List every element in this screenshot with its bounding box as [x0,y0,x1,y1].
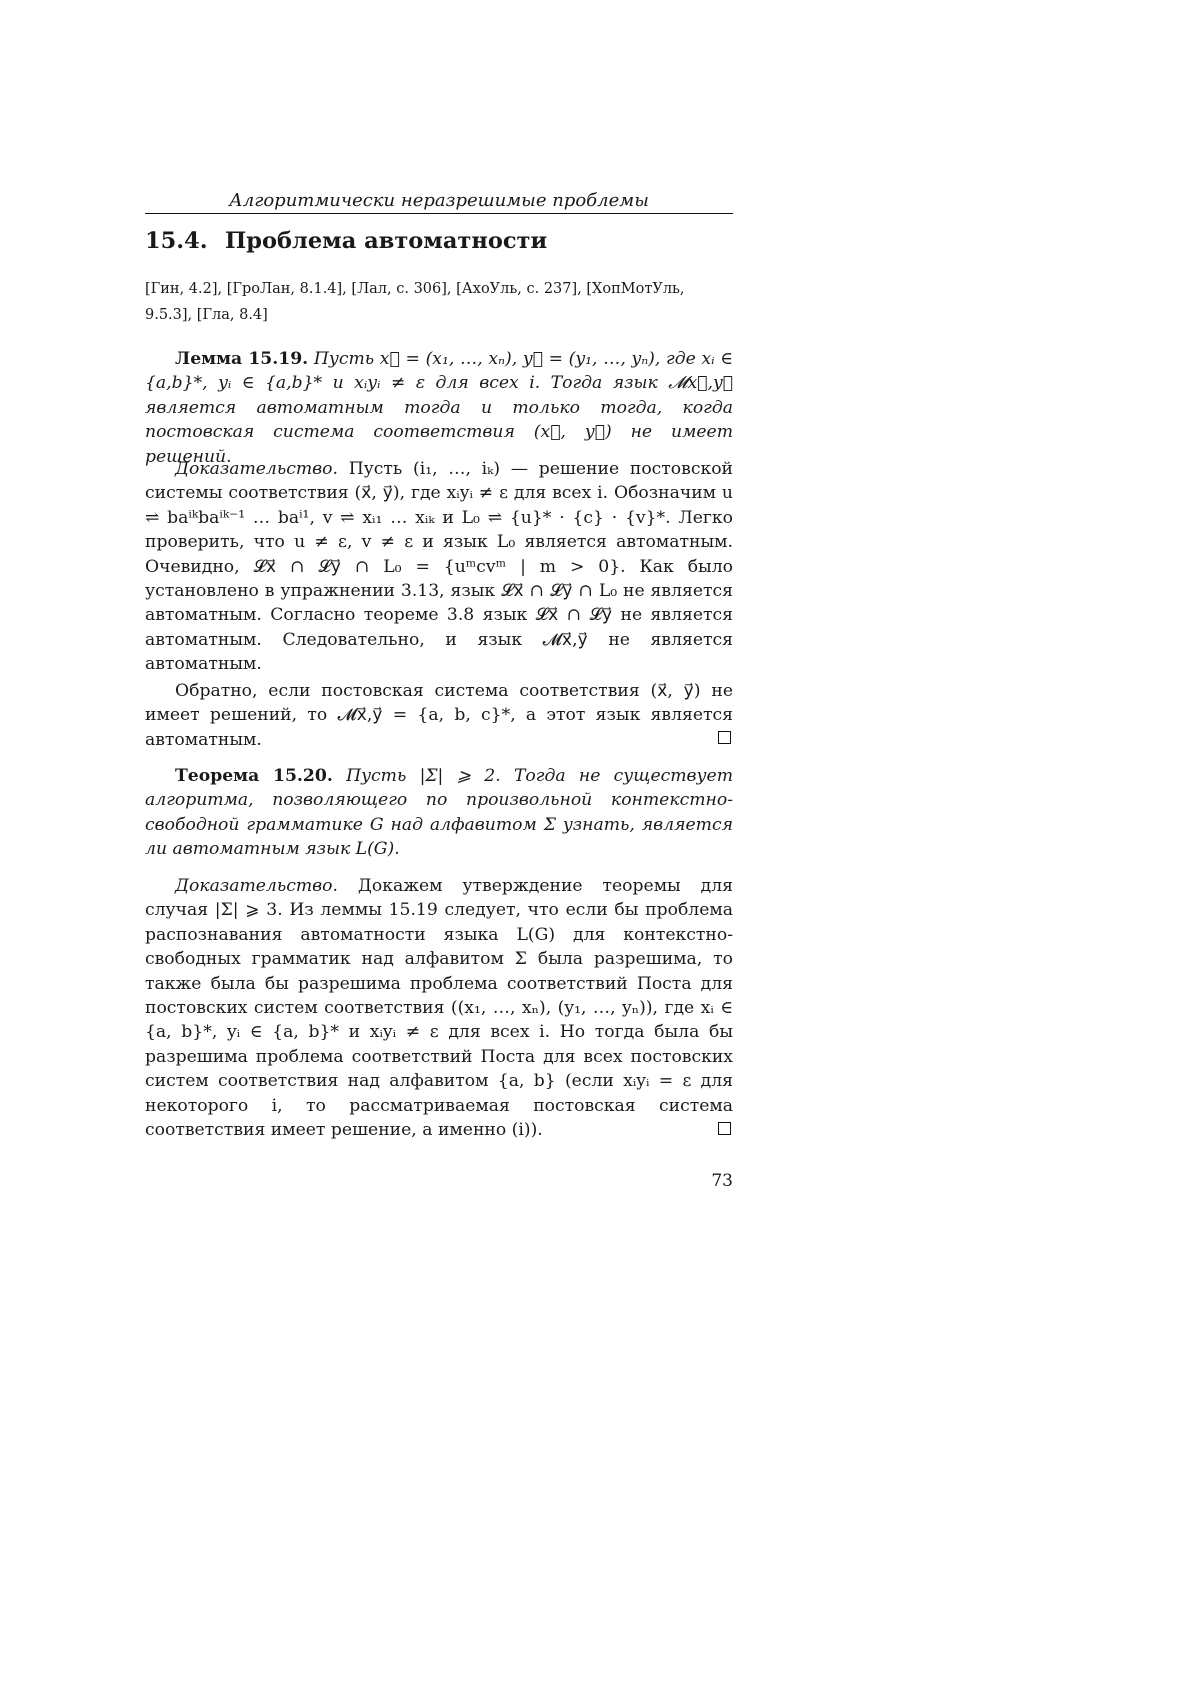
lemma-15-19 [145,347,733,469]
proof-label: Доказательство. [175,459,338,479]
section-number: 15.4. [145,228,208,254]
theorem-proof [145,874,733,1142]
page-number: 73 [711,1171,733,1191]
qed-square [718,1122,731,1135]
theorem-label: Теорема 15.20. [175,766,333,786]
proof-converse-text: Обратно, если постовская система соответствия (x⃗, y⃗) не имеет решений, то 𝓜x⃗,y⃗ = {a, b, c}*, а этот язык является автоматным. [145,681,733,750]
running-head: Алгоритмически неразрешимые проблемы [229,190,649,211]
section-heading [145,228,547,254]
section-title: Проблема автоматности [225,228,548,254]
theorem-15-20 [145,764,733,862]
proof-text: Докажем утверждение теоремы для случая |Σ| ⩾ 3. Из леммы 15.19 следует, что если бы проблема распознавания автоматности языка L(G) для контекстно-свободных грамматик над алфавитом Σ была разрешима, то также была бы разрешима проблема соответствий Поста для постовских систем соответствия ((x₁, …, xₙ), (y₁, …, yₙ)), где xᵢ ∈ {a, b}*, yᵢ ∈ {a, b}* и xᵢyᵢ ≠ ε для всех i. Но тогда была бы разрешима проблема соответствий Поста для всех постовских систем соответствия над алфавитом {a, b} (если xᵢyᵢ = ε для некоторого i, то рассматриваемая постовская система соответствия имеет решение, а именно (i)). [145,876,733,1141]
references: [Гин, 4.2], [ГроЛан, 8.1.4], [Лал, с. 306], [АхоУль, с. 237], [ХопМотУль, 9.5.3], [Гла, 8.4] [145,281,685,323]
header-rule [145,213,733,214]
qed-square [718,731,731,744]
proof-text: Пусть (i₁, …, iₖ) — решение постовской системы соответствия (x⃗, y⃗), где xᵢyᵢ ≠ ε для всех i. Обозначим u ⇌ baⁱᵏbaⁱᵏ⁻¹ … baⁱ¹, v ⇌ xᵢ₁ … xᵢₖ и L₀ ⇌ {u}* · {c} · {v}*. Легко проверить, что u ≠ ε, v ≠ ε и язык L₀ является автоматным. Очевидно, 𝓛x⃗ ∩ 𝓛y⃗ ∩ L₀ = {uᵐcvᵐ | m > 0}. Как было установлено в упражнении 3.13, язык 𝓛x⃗ ∩ 𝓛y⃗ ∩ L₀ не является автоматным. Согласно теореме 3.8 язык 𝓛x⃗ ∩ 𝓛y⃗ не является автоматным. Следовательно, и язык 𝓜x⃗,y⃗ не является автоматным. [145,459,733,675]
lemma-text: Пусть x⃗ = (x₁, …, xₙ), y⃗ = (y₁, …, yₙ), где xᵢ ∈ {a,b}*, yᵢ ∈ {a,b}* и xᵢyᵢ ≠ ε для всех i. Тогда язык 𝓜x⃗,y⃗ является автоматным тогда и только тогда, когда постовская система соответствия (x⃗, y⃗) не имеет решений. [145,349,734,467]
lemma-proof-converse [145,679,733,752]
lemma-label: Лемма 15.19. [175,349,309,369]
proof-label: Доказательство. [175,876,338,896]
lemma-proof [145,457,733,677]
theorem-text: Пусть |Σ| ⩾ 2. Тогда не существует алгоритма, позволяющего по произвольной контекстно-свободной грамматике G над алфавитом Σ узнать, является ли автоматным язык L(G). [145,766,733,860]
